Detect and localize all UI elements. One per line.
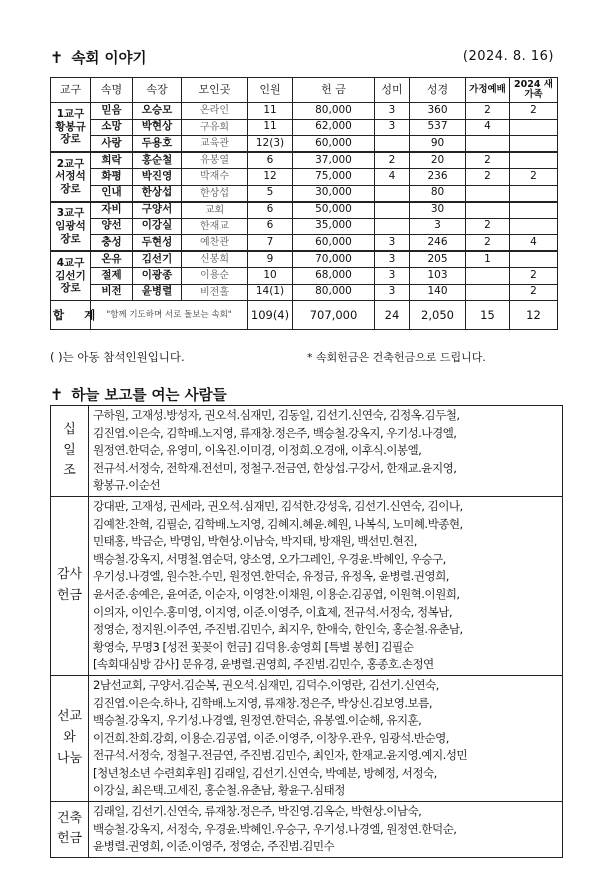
bible-cell: 30	[410, 202, 466, 219]
leader-cell: 두용호	[133, 136, 182, 153]
giver-line: 이의자, 이인수.홍미영, 이지영, 이준.이영주, 이효제, 전규석.서정숙, 정복남,	[93, 604, 453, 619]
worship-cell: 2	[466, 235, 510, 252]
section-title-givers	[50, 384, 227, 405]
offering-cell: 37,000	[293, 152, 375, 169]
district-cell: 2교구 서정석 장로	[51, 152, 91, 202]
giver-row-thanksgiving	[51, 496, 563, 675]
place-cell: 비전홀	[182, 284, 248, 301]
worship-cell	[466, 284, 510, 301]
total-row	[51, 301, 558, 330]
district-cell: 3교구 임광석 장로	[51, 202, 91, 252]
count-cell: 6	[248, 202, 293, 219]
giver-line: 이강실, 최은택.고세진, 홍순철.유춘남, 황윤구.심태정	[93, 783, 345, 798]
leader-cell: 윤병렬	[133, 284, 182, 301]
leader-cell: 박현상	[133, 119, 182, 136]
rice-cell: 3	[375, 103, 410, 120]
table-header-row	[51, 78, 558, 103]
district-cell: 1교구 황봉규 장로	[51, 103, 91, 153]
new-family-cell	[510, 152, 558, 169]
table-row	[51, 169, 558, 186]
cross-icon: ✝	[50, 48, 64, 67]
new-family-cell	[510, 119, 558, 136]
group-cell: 온유	[91, 251, 133, 268]
group-cell: 믿음	[91, 103, 133, 120]
offering-cell: 62,000	[293, 119, 375, 136]
count-cell: 11	[248, 103, 293, 120]
place-cell: 온라인	[182, 103, 248, 120]
count-cell: 9	[248, 251, 293, 268]
giver-line: 전규석.서정숙, 정철구.전금연, 주진범.김민수, 최인자, 한재교.윤지영.예지.성민	[93, 748, 468, 763]
header-offering: 헌 금	[293, 78, 375, 103]
header-family-worship: 가정예배	[466, 78, 510, 103]
table-row	[51, 284, 558, 301]
header-rice: 성미	[375, 78, 410, 103]
worship-cell: 2	[466, 169, 510, 186]
count-cell: 14(1)	[248, 284, 293, 301]
header-district: 교구	[51, 78, 91, 103]
bible-cell: 80	[410, 185, 466, 202]
header-place: 모인곳	[182, 78, 248, 103]
offering-cell: 80,000	[293, 284, 375, 301]
new-family-cell: 2	[510, 169, 558, 186]
place-cell: 교육관	[182, 136, 248, 153]
rice-cell	[375, 136, 410, 153]
giver-line: 김진엽.이은숙.하나, 김학배.노지영, 류재창.정은주, 박상신.김보영.보름,	[93, 695, 432, 710]
giver-line: 윤서준.송예은, 윤여준, 이순자, 이영찬.이채원, 이용순.김공엽, 이원혁.이원희,	[93, 586, 460, 601]
leader-cell: 구양서	[133, 202, 182, 219]
giver-row-tithe	[51, 406, 563, 497]
count-cell: 6	[248, 218, 293, 235]
offering-cell: 80,000	[293, 103, 375, 120]
total-slogan: "함께 기도하며 서로 돌보는 속회"	[91, 301, 248, 330]
leader-cell: 박진영	[133, 169, 182, 186]
count-cell: 6	[248, 152, 293, 169]
rice-cell	[375, 185, 410, 202]
offering-cell: 70,000	[293, 251, 375, 268]
giver-line: 민태홍, 박금순, 박명임, 박현상.이남숙, 박지태, 방재원, 백선민.현진,	[93, 534, 417, 549]
worship-cell: 2	[466, 152, 510, 169]
place-cell: 구유회	[182, 119, 248, 136]
bible-cell: 360	[410, 103, 466, 120]
giver-line: 윤병렬.권영희, 이준.이영주, 정영순, 주진범.김민수	[93, 839, 335, 854]
new-family-cell	[510, 136, 558, 153]
giver-line: 황봉규.이순선	[93, 478, 161, 493]
place-cell: 박재수	[182, 169, 248, 186]
header-count: 인원	[248, 78, 293, 103]
giver-category: 선교 와 나눔	[51, 675, 89, 801]
group-cell: 절제	[91, 268, 133, 285]
header-new-family: 2024 새가족	[510, 78, 558, 103]
giver-line: 백승철.강옥지, 서정숙, 우경윤.박혜인.우승구, 우기성.나경엘, 원정연.한덕순,	[93, 821, 457, 836]
worship-cell: 2	[466, 103, 510, 120]
section-title-text: 속회 이야기	[71, 51, 147, 67]
rice-cell	[375, 218, 410, 235]
leader-cell: 오승모	[133, 103, 182, 120]
attendance-table	[50, 77, 558, 330]
table-row	[51, 185, 558, 202]
new-family-cell	[510, 202, 558, 219]
offering-cell: 75,000	[293, 169, 375, 186]
offering-note: * 속회헌금은 건축헌금으로 드립니다.	[307, 351, 486, 364]
total-worship: 15	[466, 301, 510, 330]
offering-cell: 60,000	[293, 136, 375, 153]
rice-cell: 2	[375, 152, 410, 169]
child-attendance-note: ( )는 아동 참석인원입니다.	[50, 350, 185, 364]
bible-cell: 20	[410, 152, 466, 169]
giver-category: 십 일 조	[51, 406, 89, 497]
giver-line: 이건희.찬희.강희, 이용순.김공엽, 이준.이영주, 이창우.관우, 임광석.반순영,	[93, 730, 449, 745]
worship-cell	[466, 185, 510, 202]
table-row	[51, 202, 558, 219]
giver-category: 건축 헌금	[51, 802, 89, 858]
count-cell: 10	[248, 268, 293, 285]
new-family-cell	[510, 251, 558, 268]
group-cell: 화평	[91, 169, 133, 186]
giver-row-mission-sharing	[51, 675, 563, 801]
offering-cell: 68,000	[293, 268, 375, 285]
leader-cell: 두현성	[133, 235, 182, 252]
new-family-cell: 2	[510, 103, 558, 120]
bible-cell: 103	[410, 268, 466, 285]
bible-cell: 205	[410, 251, 466, 268]
report-date: (2024. 8. 16)	[462, 49, 554, 64]
worship-cell: 1	[466, 251, 510, 268]
giver-category: 감사 헌금	[51, 496, 89, 675]
total-offering: 707,000	[293, 301, 375, 330]
giver-line: 구하원, 고재성.방성자, 권오석.심재민, 김동일, 김선기.신연숙, 김정옥.김두철,	[93, 408, 460, 422]
group-cell: 비전	[91, 284, 133, 301]
worship-cell	[466, 202, 510, 219]
bible-cell: 236	[410, 169, 466, 186]
total-bible: 2,050	[410, 301, 466, 330]
new-family-cell	[510, 218, 558, 235]
giver-line: 백승철.강옥지, 우기성.나경엘, 원정연.한덕순, 유봉엘.이순해, 유지훈,	[93, 713, 422, 728]
giver-names	[89, 496, 563, 675]
total-new-family: 12	[510, 301, 558, 330]
rice-cell: 3	[375, 268, 410, 285]
giver-line: 전규석.서정숙, 전학재.전선미, 정철구.전금연, 한상섭.구강서, 한재교.윤지영,	[93, 460, 457, 475]
rice-cell: 3	[375, 284, 410, 301]
new-family-cell	[510, 185, 558, 202]
group-cell: 자비	[91, 202, 133, 219]
worship-cell	[466, 268, 510, 285]
leader-cell: 김선기	[133, 251, 182, 268]
table-row	[51, 103, 558, 120]
new-family-cell: 4	[510, 235, 558, 252]
giver-line: 원정연.한덕순, 유영미, 이옥진.이미경, 이정희.오경애, 이후식.이봉엘,	[93, 443, 422, 458]
giver-names	[89, 675, 563, 801]
rice-cell: 4	[375, 169, 410, 186]
place-cell: 신봉희	[182, 251, 248, 268]
header-leader: 속장	[133, 78, 182, 103]
bible-cell: 537	[410, 119, 466, 136]
place-cell: 유봉열	[182, 152, 248, 169]
district-cell: 4교구 김선기 장로	[51, 251, 91, 301]
group-cell: 양선	[91, 218, 133, 235]
giver-line: 김진엽.이은숙, 김학배.노지영, 류재창.정은주, 백승철.강옥지, 우기성.나경엘,	[93, 425, 457, 440]
table-row	[51, 268, 558, 285]
total-rice: 24	[375, 301, 410, 330]
total-label: 합 계	[51, 301, 91, 330]
giver-line: 강대판, 고재성, 권세라, 권오석.심재민, 김석한.강성욱, 김선기.신연숙, 김이나,	[93, 498, 463, 513]
giver-line: [속회대심방 감사] 문유경, 윤병렬.권영희, 주진범.김민수, 홍종호.손정연	[93, 657, 434, 672]
offering-cell: 50,000	[293, 202, 375, 219]
place-cell: 한상섭	[182, 185, 248, 202]
giver-line: 김래일, 김선기.신연숙, 류재창.정은주, 박진영.김옥순, 박현상.이남숙,	[93, 804, 422, 819]
worship-cell: 2	[466, 218, 510, 235]
place-cell: 예찬관	[182, 235, 248, 252]
bible-cell: 140	[410, 284, 466, 301]
giver-line: 김예찬.찬혁, 김필순, 김학배.노지영, 김혜지.혜윤.혜원, 나복식, 노미혜.박종현,	[93, 516, 463, 531]
giver-row-building	[51, 802, 563, 858]
count-cell: 12(3)	[248, 136, 293, 153]
bible-cell: 90	[410, 136, 466, 153]
bible-cell: 246	[410, 235, 466, 252]
header-group: 속명	[91, 78, 133, 103]
group-cell: 희락	[91, 152, 133, 169]
new-family-cell: 2	[510, 284, 558, 301]
table-row	[51, 251, 558, 268]
offering-cell: 60,000	[293, 235, 375, 252]
giver-names	[89, 802, 563, 858]
new-family-cell: 2	[510, 268, 558, 285]
rice-cell	[375, 202, 410, 219]
group-cell: 사랑	[91, 136, 133, 153]
giver-names	[89, 406, 563, 497]
place-cell: 이용순	[182, 268, 248, 285]
giver-line: [청년청소년 수련회후원] 김래일, 김선기.신연숙, 박예분, 방혜정, 서정숙,	[93, 765, 437, 780]
count-cell: 7	[248, 235, 293, 252]
bible-cell: 3	[410, 218, 466, 235]
count-cell: 11	[248, 119, 293, 136]
leader-cell: 이광종	[133, 268, 182, 285]
leader-cell: 이강실	[133, 218, 182, 235]
worship-cell	[466, 136, 510, 153]
section-title-text: 하늘 보고를 여는 사람들	[71, 388, 227, 404]
group-cell: 인내	[91, 185, 133, 202]
table-row	[51, 119, 558, 136]
place-cell: 한재교	[182, 218, 248, 235]
giver-line: 황영숙, 무명3 [성전 꽃꽂이 헌금] 김덕용.송영희 [특별 봉헌] 김필순	[93, 639, 414, 654]
table-row	[51, 136, 558, 153]
giver-line: 2남선교회, 구양서.김순복, 권오석.심재민, 김덕수.이영란, 김선기.신연숙,	[93, 677, 439, 692]
group-cell: 소망	[91, 119, 133, 136]
rice-cell: 3	[375, 235, 410, 252]
rice-cell: 3	[375, 251, 410, 268]
giver-line: 정영순, 정지원.이주연, 주진범.김민수, 최지우, 한애숙, 한인숙, 홍순철.유춘남,	[93, 622, 463, 637]
table-row	[51, 235, 558, 252]
offering-cell: 30,000	[293, 185, 375, 202]
worship-cell: 4	[466, 119, 510, 136]
givers-table	[50, 405, 563, 858]
table-row	[51, 152, 558, 169]
group-cell: 충성	[91, 235, 133, 252]
table-row	[51, 218, 558, 235]
giver-line: 백승철.강옥지, 서명철.염순덕, 양소영, 오가그레인, 우경윤.박혜인, 우승구,	[93, 551, 446, 566]
section-title-cell-meeting	[50, 47, 147, 68]
cross-icon: ✝	[50, 385, 64, 404]
count-cell: 5	[248, 185, 293, 202]
count-cell: 12	[248, 169, 293, 186]
leader-cell: 홍순철	[133, 152, 182, 169]
rice-cell: 3	[375, 119, 410, 136]
offering-cell: 35,000	[293, 218, 375, 235]
place-cell: 교회	[182, 202, 248, 219]
leader-cell: 한상섭	[133, 185, 182, 202]
giver-line: 우기성.나경엘, 원수찬.수민, 원정연.한덕순, 유정금, 유정옥, 윤병렬.권영희,	[93, 569, 449, 584]
total-count: 109(4)	[248, 301, 293, 330]
header-bible: 성경	[410, 78, 466, 103]
